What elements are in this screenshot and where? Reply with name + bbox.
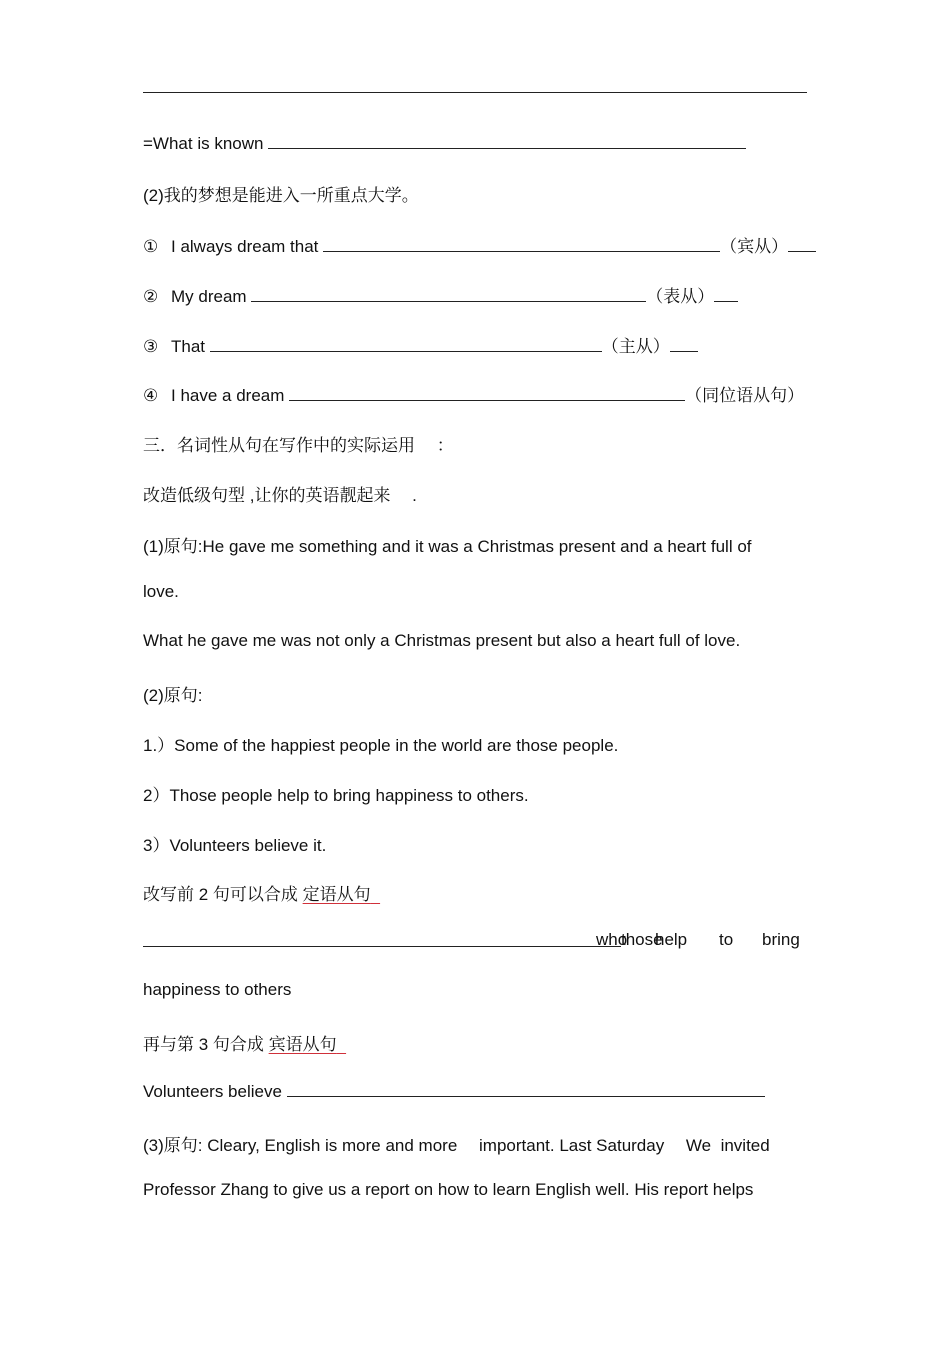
answer-blank[interactable] [268,132,746,149]
answer-attributive-cont: happiness to others [143,980,292,999]
answer-blank[interactable] [143,930,621,947]
answer-blank[interactable] [289,384,685,401]
option-1: ① I always dream that （宾从） [143,232,816,257]
combine-attributive: 改写前 2 句可以合成 定语从句 [143,885,371,904]
example-3-original-cont: Professor Zhang to give us a report on how to learn English well. His report helps [143,1180,754,1199]
section-3-heading: 三．名词性从句在写作中的实际运用 ： [143,436,454,455]
line-what-is-known: =What is known [143,132,746,154]
answer-blank[interactable] [287,1080,765,1097]
answer-attributive: who those help to bring [143,930,807,952]
example-3-original: (3)原句: Cleary, English is more and more important. Last Saturday We invited [143,1136,770,1155]
answer-blank[interactable] [323,235,720,252]
example-2-label: (2)原句: [143,686,203,705]
example-2-sentence-3: 3）Volunteers believe it. [143,836,327,855]
option-2: ② My dream （表从） [143,282,738,307]
answer-object: Volunteers believe [143,1080,765,1102]
example-1-rewrite: What he gave me was not only a Christmas present but also a heart full of love. [143,631,741,650]
combine-object: 再与第 3 句合成 宾语从句 [143,1035,337,1054]
question-2: (2)我的梦想是能进入一所重点大学。 [143,186,419,205]
top-rule [143,92,807,93]
example-2-sentence-1: 1.）Some of the happiest people in the world are those people. [143,736,619,755]
example-2-sentence-2: 2）Those people help to bring happiness to others. [143,786,529,805]
answer-blank[interactable] [251,285,646,302]
section-intro: 改造低级句型 ,让你的英语靓起来 . [143,486,417,505]
option-4: ④ I have a dream （同位语从句） [143,386,805,405]
example-1-original: (1)原句:He gave me something and it was a Christmas present and a heart full of [143,537,752,556]
example-1-original-cont: love. [143,582,179,601]
answer-blank[interactable] [210,335,602,352]
option-3: ③ That （主从） [143,332,698,357]
